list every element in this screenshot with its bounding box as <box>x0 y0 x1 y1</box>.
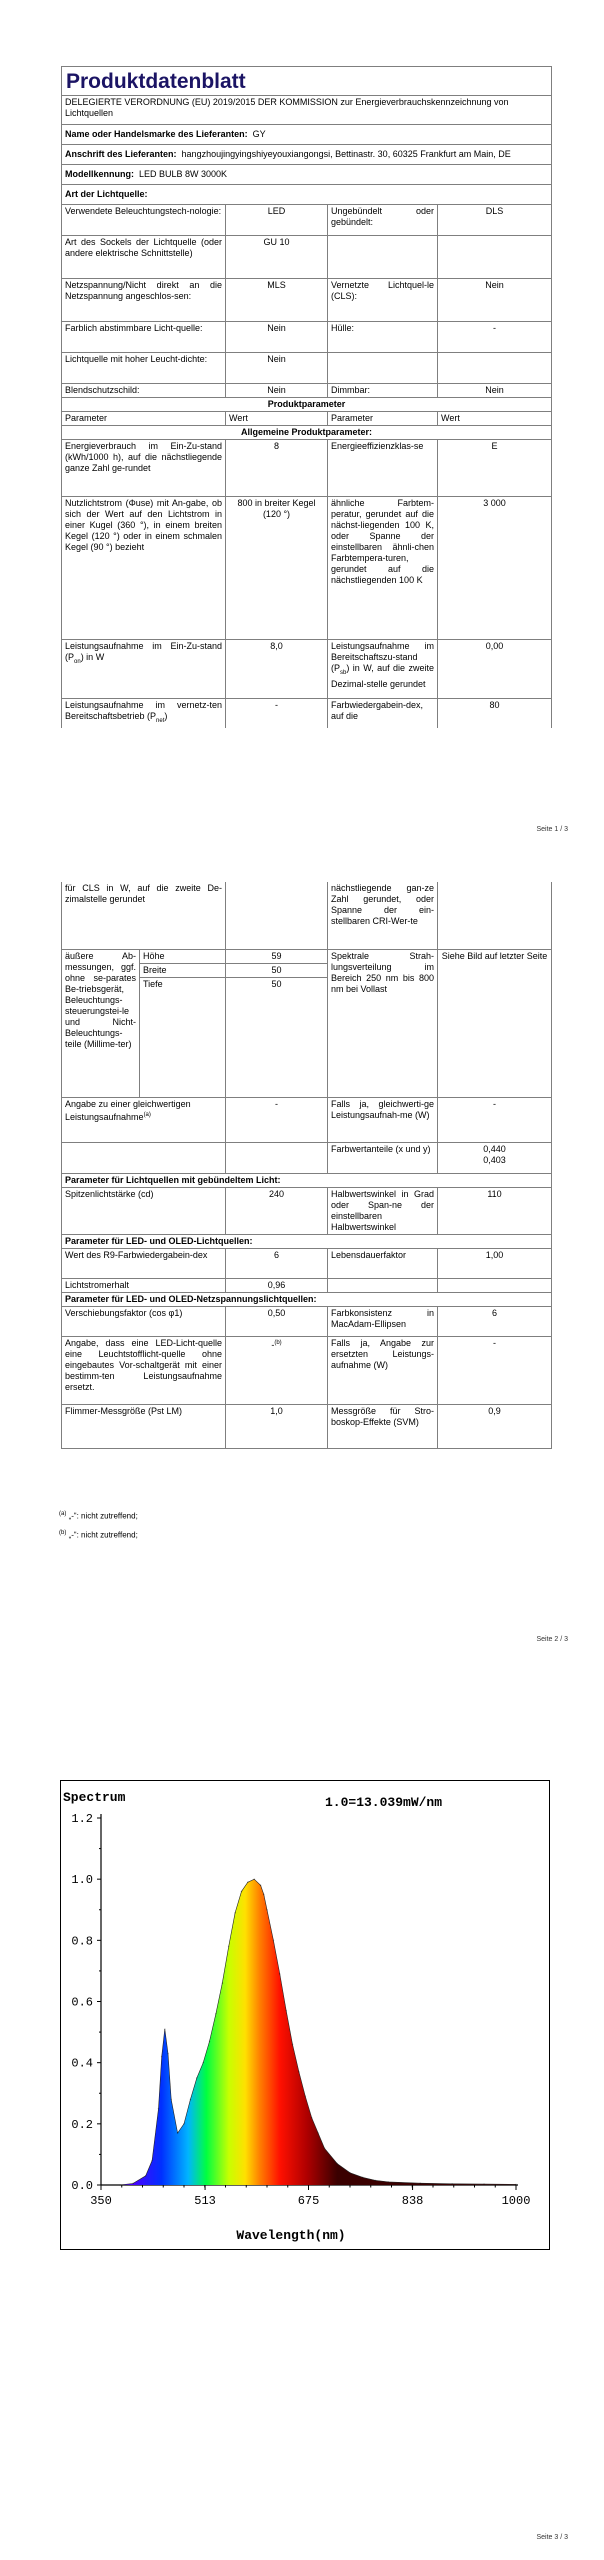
type-section-header: Art der Lichtquelle: <box>62 185 552 205</box>
y-tick-label: 0.8 <box>71 1934 93 1949</box>
type-value: DLS <box>438 205 552 236</box>
spectrum-point <box>279 1973 281 1975</box>
spectrum-point <box>419 2182 421 2184</box>
footnotes <box>59 1506 138 1543</box>
spectrum-point <box>388 2181 390 2183</box>
spectrum-point <box>177 2132 179 2134</box>
stroboscopic-value: 0,9 <box>438 1404 552 1448</box>
type-row <box>62 322 552 353</box>
spectrum-point <box>222 1982 224 1984</box>
page-1 <box>0 0 604 850</box>
type-label: Dimmbar: <box>328 384 438 398</box>
spectrum-point <box>285 2010 287 2012</box>
spectrum-point <box>170 2099 172 2101</box>
dimension-value: 50 <box>226 977 328 1097</box>
param-row <box>62 440 552 497</box>
standby-power-label: Leistungsaufnahme im Bereitschaftszu-stand $(P_{sb})$ in W, auf die zweite Dezimal-stelle gerundet <box>328 640 438 699</box>
type-label: Ungebündelt oder gebündelt: <box>328 205 438 236</box>
spectrum-point <box>375 2180 377 2182</box>
on-mode-power-value: 8,0 <box>226 640 328 699</box>
equivalent-power-w-label: Falls ja, gleichwerti-ge Leistungsaufnah-me (W) <box>328 1097 438 1142</box>
mains-led-params-header: Parameter für LED- und OLED-Netzspannungslichtquellen: <box>62 1292 552 1306</box>
r9-value: 6 <box>226 1248 328 1278</box>
spectrum-point <box>132 2183 134 2185</box>
param-row <box>62 1097 552 1142</box>
x-tick-label: 513 <box>194 2194 216 2208</box>
param-row <box>62 882 552 949</box>
spectrum-point <box>263 1894 265 1896</box>
peak-intensity-label: Spitzenlichtstärke (cd) <box>62 1187 226 1234</box>
param-row <box>62 640 552 699</box>
param-row <box>62 1142 552 1173</box>
spectrum-point <box>317 2132 319 2134</box>
type-label: Art des Sockels der Lichtquelle (oder andere elektrische Schnittstelle) <box>62 236 226 279</box>
dimension-row <box>62 949 552 963</box>
networked-standby-value: - <box>226 699 328 728</box>
param-row <box>62 1404 552 1448</box>
page-number: Seite 2 / 3 <box>536 1636 568 1643</box>
networked-standby-label-cont: für CLS in W, auf die zweite De-zimalstelle gerundet <box>62 882 226 949</box>
model-label: Modellkennung: <box>65 169 134 179</box>
supplier-address: hangzhoujingyingshiyeyouxiangongsi, Bettinastr. 30, 60325 Frankfurt am Main, DE <box>181 149 511 159</box>
type-row <box>62 236 552 279</box>
luminous-flux-label: Nutzlichtstrom (Φuse) mit An-gabe, ob sich der Wert auf den Lichtstrom in einer Kugel (360 °), in einem breiten Kegel (120 °) oder in einem schmalen Kegel (90 °) bezieht <box>62 497 226 640</box>
datasheet-table-2 <box>61 882 551 1449</box>
spectrum-point <box>483 2183 485 2185</box>
retrofit-claim-label: Angabe, dass eine LED-Licht-quelle eine Leuchtstofflicht-quelle ohne eingebautes Vor-schaltgerät mit einer bestimm-ten Leistungsaufnahme ersetzt. <box>62 1336 226 1404</box>
spectrum-point <box>161 2056 163 2058</box>
type-value <box>438 353 552 384</box>
x-tick-label: 1000 <box>501 2194 531 2208</box>
dimensions-label: äußere Ab-messungen, ggf. ohne se-parates Be-triebsgerät, Beleuchtungs-steuerungstei-le und Nicht-Beleuchtungs-teile (Millime-ter) <box>62 949 140 1097</box>
param-row <box>62 497 552 640</box>
empty-cell <box>328 1278 438 1292</box>
lumen-maintenance-label: Lichtstromerhalt <box>62 1278 226 1292</box>
type-label: Netzspannung/Nicht direkt an die Netzspannung angeschlos-sen: <box>62 279 226 322</box>
col-header-parameter: Parameter <box>62 412 226 426</box>
retrofit-claim-value: -$^{(b)}$ <box>226 1336 328 1404</box>
spectrum-point <box>305 2096 307 2098</box>
spectrum-point <box>164 2028 166 2030</box>
param-row <box>62 1306 552 1336</box>
regulation-text: DELEGIERTE VERORDNUNG (EU) 2019/2015 DER KOMMISSION zur Energieverbrauchskennzeichnung von Lichtquellen <box>62 96 552 125</box>
energy-consumption-value: 8 <box>226 440 328 497</box>
param-row <box>62 1187 552 1234</box>
beam-angle-label: Halbwertswinkel in Grad oder Span-ne der einstellbaren Halbwertswinkel <box>328 1187 438 1234</box>
type-value: GU 10 <box>226 236 328 279</box>
type-row <box>62 353 552 384</box>
col-header-value: Wert <box>438 412 552 426</box>
spectrum-point <box>196 2077 198 2079</box>
type-value: Nein <box>226 353 328 384</box>
peak-intensity-value: 240 <box>226 1187 328 1234</box>
y-tick-label: 0.0 <box>71 2179 93 2193</box>
dimension-key: Tiefe <box>140 977 226 1097</box>
type-value: Nein <box>226 322 328 353</box>
type-label: Lichtquelle mit hoher Leucht-dichte: <box>62 353 226 384</box>
beam-angle-value: 110 <box>438 1187 552 1234</box>
equivalent-power-label: Angabe zu einer gleichwertigen Leistungsaufnahme$^{(a)}$ <box>62 1097 226 1142</box>
spectrum-svg <box>61 1781 549 2249</box>
type-value: LED <box>226 205 328 236</box>
survival-factor-label: Lebensdauerfaktor <box>328 1248 438 1278</box>
empty-cell <box>62 1142 226 1173</box>
type-value: Nein <box>438 279 552 322</box>
type-label <box>328 353 438 384</box>
type-label: Blendschutzschild: <box>62 384 226 398</box>
type-row <box>62 279 552 322</box>
empty-cell <box>226 882 328 949</box>
supplier-name: GY <box>252 129 266 139</box>
supplier-address-row <box>62 145 552 165</box>
energy-consumption-label: Energieverbrauch im Ein-Zu-stand (kWh/1000 h), auf die nächstliegende ganze Zahl ge-rundet <box>62 440 226 497</box>
spectrum-point <box>151 2160 153 2162</box>
datasheet-table-1 <box>61 66 551 728</box>
spectrum-point <box>253 1878 255 1880</box>
spectrum-point <box>145 2175 147 2177</box>
type-value: Nein <box>438 384 552 398</box>
directional-params-header: Parameter für Lichtquellen mit gebündeltem Licht: <box>62 1173 552 1187</box>
flicker-value: 1,0 <box>226 1404 328 1448</box>
general-params-header: Allgemeine Produktparameter: <box>62 426 552 440</box>
type-value: MLS <box>226 279 328 322</box>
column-header-row <box>62 412 552 426</box>
stroboscopic-label: Messgröße für Stro-boskop-Effekte (SVM) <box>328 1404 438 1448</box>
spectrum-point <box>215 2013 217 2015</box>
type-label <box>328 236 438 279</box>
energy-class-label: Energieeffizienzklas-se <box>328 440 438 497</box>
spectrum-point <box>311 2117 313 2119</box>
lumen-maintenance-value: 0,96 <box>226 1278 328 1292</box>
r9-label: Wert des R9-Farbwiedergabein-dex <box>62 1248 226 1278</box>
x-tick-label: 838 <box>401 2194 424 2208</box>
spectrum-area <box>120 1879 516 2185</box>
model-id: LED BULB 8W 3000K <box>139 169 228 179</box>
spectrum-point <box>273 1940 275 1942</box>
replaced-power-label: Falls ja, Angabe zur ersetzten Leistungs-aufnahme (W) <box>328 1336 438 1404</box>
spectrum-point <box>190 2099 192 2101</box>
supplier-name-label: Name oder Handelsmarke des Lieferanten: <box>65 129 248 139</box>
footnote-a: $^{(a)}$ „-“: nicht zutreffend; <box>59 1511 138 1521</box>
spectrum-point <box>292 2044 294 2046</box>
dimension-key: Höhe <box>140 949 226 963</box>
type-row <box>62 205 552 236</box>
param-row <box>62 699 552 728</box>
standby-power-value: 0,00 <box>438 640 552 699</box>
type-label: Vernetzte Lichtquel-le (CLS): <box>328 279 438 322</box>
displacement-factor-value: 0,50 <box>226 1306 328 1336</box>
spectrum-point <box>241 1891 243 1893</box>
color-consistency-value: 6 <box>438 1306 552 1336</box>
spectrum-point <box>202 2062 204 2064</box>
y-tick-label: 1.2 <box>71 1812 93 1826</box>
color-temperature-label: ähnliche Farbtem-peratur, gerundet auf die nächst-liegenden 100 K, oder Spanne der einstellbaren ähnli-chen Farbtempera-turen, gerundet auf die nächstliegenden 100 K <box>328 497 438 640</box>
type-value: - <box>438 322 552 353</box>
spectrum-point <box>266 1909 268 1911</box>
displacement-factor-label: Verschiebungsfaktor (cos φ1) <box>62 1306 226 1336</box>
spectrum-point <box>324 2148 326 2150</box>
luminous-flux-value: 800 in breiter Kegel (120 °) <box>226 497 328 640</box>
supplier-address-label: Anschrift des Lieferanten: <box>65 149 177 159</box>
empty-cell <box>226 1142 328 1173</box>
y-tick-label: 1.0 <box>71 1873 93 1888</box>
spectrum-point <box>228 1946 230 1948</box>
replaced-power-value: - <box>438 1336 552 1404</box>
x-tick-label: 675 <box>297 2194 320 2208</box>
col-header-parameter: Parameter <box>328 412 438 426</box>
spectrum-point <box>119 2184 121 2186</box>
page-number: Seite 3 / 3 <box>536 2534 568 2541</box>
survival-factor-value: 1,00 <box>438 1248 552 1278</box>
spectrum-point <box>158 2108 160 2110</box>
y-tick-label: 0.4 <box>71 2056 93 2071</box>
spectrum-point <box>183 2123 185 2125</box>
empty-cell <box>438 882 552 949</box>
spectrum-point <box>515 2184 517 2186</box>
footnote-b: $^{(b)}$ „-“: nicht zutreffend; <box>59 1529 138 1540</box>
spectral-distribution-value: Siehe Bild auf letzter Seite <box>438 949 552 1097</box>
dimension-value: 50 <box>226 963 328 977</box>
product-params-header: Produktparameter <box>62 398 552 412</box>
spectrum-point <box>247 1881 249 1883</box>
chromaticity-label: Farbwertanteile (x und y) <box>328 1142 438 1173</box>
y-tick-label: 0.6 <box>71 1995 93 2010</box>
type-label: Hülle: <box>328 322 438 353</box>
color-temperature-value: 3 000 <box>438 497 552 640</box>
led-params-header: Parameter für LED- und OLED-Lichtquellen: <box>62 1234 552 1248</box>
flicker-label: Flimmer-Messgröße (Pst LM) <box>62 1404 226 1448</box>
type-value <box>438 236 552 279</box>
type-value: Nein <box>226 384 328 398</box>
supplier-name-row <box>62 125 552 145</box>
spectrum-point <box>298 2071 300 2073</box>
spectrum-point <box>451 2183 453 2185</box>
spectrum-chart <box>60 1780 550 2250</box>
chart-plot-area <box>119 1878 516 2185</box>
col-header-value: Wert <box>226 412 328 426</box>
spectrum-point <box>167 2053 169 2055</box>
spectrum-point <box>260 1884 262 1886</box>
empty-cell <box>438 1278 552 1292</box>
equivalent-power-value: - <box>226 1097 328 1142</box>
page-3 <box>0 1700 604 2560</box>
chromaticity-value: 0,440 0,403 <box>438 1142 552 1173</box>
spectrum-point <box>209 2040 211 2042</box>
cri-value: 80 <box>438 699 552 728</box>
dimension-value: 59 <box>226 949 328 963</box>
cri-label: Farbwiedergabein-dex, auf die <box>328 699 438 728</box>
type-label: Verwendete Beleuchtungstech-nologie: <box>62 205 226 236</box>
type-row <box>62 384 552 398</box>
page-title: Produktdatenblatt <box>62 67 552 96</box>
page-number: Seite 1 / 3 <box>536 826 568 833</box>
energy-class-value: E <box>438 440 552 497</box>
type-label: Farblich abstimmbare Licht-quelle: <box>62 322 226 353</box>
param-row <box>62 1248 552 1278</box>
color-consistency-label: Farbkonsistenz in MacAdam-Ellipsen <box>328 1306 438 1336</box>
equivalent-power-w-value: - <box>438 1097 552 1142</box>
spectral-distribution-label: Spektrale Strah-lungsverteilung im Bereich 250 nm bis 800 nm bei Vollast <box>328 949 438 1097</box>
cri-label-cont: nächstliegende gan-ze Zahl gerundet, oder Spanne der ein-stellbaren CRI-Wer-te <box>328 882 438 949</box>
page-2 <box>0 850 604 1700</box>
chart-annotation: 1.0=13.039mW/nm <box>325 1795 443 1810</box>
x-axis-label: Wavelength(nm) <box>236 2228 346 2243</box>
networked-standby-label: Leistungsaufnahme im vernetz-ten Bereitschaftsbetrieb $(P_{net})$ <box>62 699 226 728</box>
x-tick-label: 350 <box>90 2194 112 2208</box>
dimension-key: Breite <box>140 963 226 977</box>
spectrum-point <box>349 2172 351 2174</box>
param-row <box>62 1336 552 1404</box>
y-tick-label: 0.2 <box>71 2117 93 2132</box>
model-row <box>62 165 552 185</box>
spectrum-point <box>336 2163 338 2165</box>
param-row <box>62 1278 552 1292</box>
chart-title: Spectrum <box>63 1790 126 1805</box>
on-mode-power-label: Leistungsaufnahme im Ein-Zu-stand $(P_{on})$ in W <box>62 640 226 699</box>
spectrum-point <box>234 1912 236 1914</box>
spectrum-point <box>362 2177 364 2179</box>
